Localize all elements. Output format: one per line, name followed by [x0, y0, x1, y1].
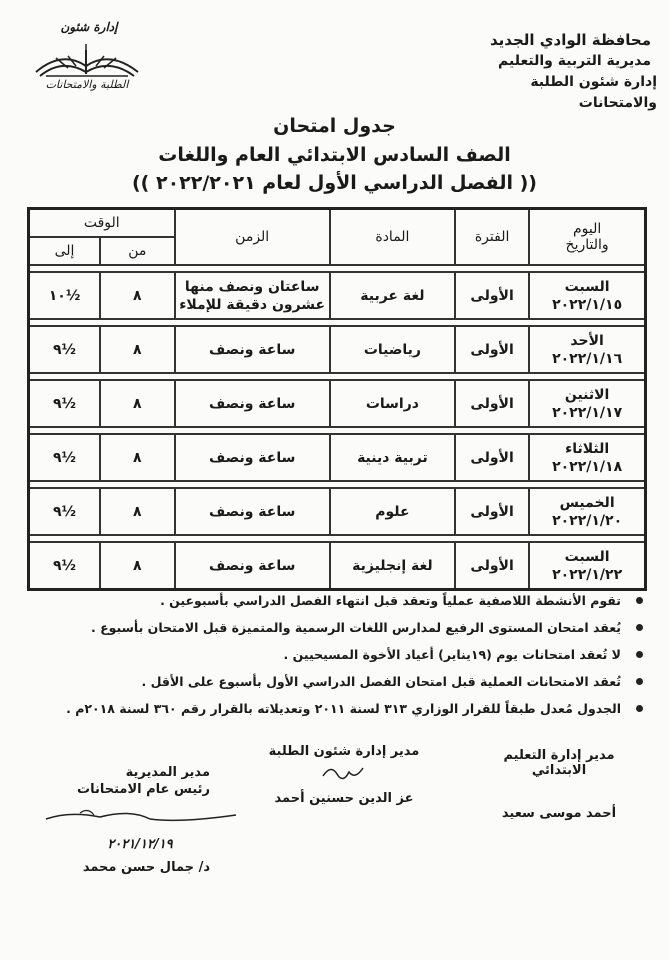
- note-item: لا تُعقد امتحانات يوم (١٩يناير) أعياد الأخوة المسيحيين .: [15, 646, 645, 663]
- bullet-icon: [636, 651, 643, 658]
- header-duration: الزمن: [175, 209, 330, 266]
- period-cell: الأولى: [455, 272, 529, 319]
- note-item: تقوم الأنشطة اللاصفية عملياً وتعقد قبل انتهاء الفصل الدراسي بأسبوعين .: [15, 592, 645, 609]
- day-date-cell: الخميس ٢٠٢٢/١/٢٠: [529, 488, 645, 535]
- logo-top-text: إدارة شئون: [60, 20, 118, 34]
- duration-cell: ساعة ونصف: [175, 326, 330, 373]
- from-cell: ٨: [100, 326, 175, 373]
- period-cell: الأولى: [455, 326, 529, 373]
- signature-student-affairs: [259, 744, 429, 806]
- header-day-date: اليوم والتاريخ: [529, 209, 645, 266]
- table-row: [29, 434, 646, 481]
- org-line-department: إدارة شئون الطلبة والامتحانات: [530, 74, 657, 111]
- subject-cell: دراسات: [330, 380, 455, 427]
- table-row: [29, 488, 646, 535]
- header-to: إلى: [29, 237, 101, 265]
- table-row: [29, 326, 646, 373]
- organization-header: [451, 30, 657, 114]
- signature-title: مدير المديرية: [125, 765, 210, 780]
- period-cell: الأولى: [455, 542, 529, 590]
- grade-title: الصف السادس الابتدائي العام واللغات: [158, 144, 511, 166]
- duration-cell: ساعة ونصف: [175, 488, 330, 535]
- note-item: الجدول مُعدل طبقاً للقرار الوزاري ٣١٣ لسنة ٢٠١١ وتعديلاته بالقرار رقم ٣٦٠ لسنة ٢٠١٨م .: [15, 700, 645, 717]
- signature-name: أحمد موسى سعيد: [501, 806, 617, 821]
- signature-name: عز الدين حسنين أحمد: [274, 791, 414, 806]
- notes-list: [15, 592, 645, 717]
- to-cell: ٩½: [29, 380, 101, 427]
- bullet-icon: [636, 624, 643, 631]
- duration-cell: ساعة ونصف: [175, 542, 330, 590]
- header-from: من: [100, 237, 175, 265]
- handwritten-signature-icon: [319, 760, 369, 784]
- notes-section: [15, 592, 645, 727]
- department-logo: [26, 20, 148, 98]
- subject-cell: لغة إنجليزية: [330, 542, 455, 590]
- subject-cell: رياضيات: [330, 326, 455, 373]
- document-title: جدول امتحان: [273, 115, 396, 137]
- day-date-cell: الثلاثاء ٢٠٢٢/١/١٨: [529, 434, 645, 481]
- from-cell: ٨: [100, 380, 175, 427]
- day-date-cell: الأحد ٢٠٢٢/١/١٦: [529, 326, 645, 373]
- to-cell: ٩½: [29, 326, 101, 373]
- exam-schedule-table: [27, 207, 647, 591]
- schedule-table-wrapper: [27, 207, 647, 583]
- org-line-directorate: مديرية التربية والتعليم: [498, 53, 651, 69]
- from-cell: ٨: [100, 488, 175, 535]
- subject-cell: علوم: [330, 488, 455, 535]
- table-row: [29, 380, 646, 427]
- table-row: [29, 272, 646, 319]
- table-row: [29, 542, 646, 590]
- from-cell: ٨: [100, 542, 175, 590]
- logo-bottom-text: الطلبة والامتحانات: [45, 78, 129, 91]
- header-time: الوقت: [29, 209, 175, 238]
- from-cell: ٨: [100, 434, 175, 481]
- from-cell: ٨: [100, 272, 175, 319]
- semester-title: (( الفصل الدراسي الأول لعام ٢٠٢٢/٢٠٢١ )): [131, 172, 537, 194]
- handwritten-signature-icon: [40, 805, 240, 829]
- period-cell: الأولى: [455, 488, 529, 535]
- day-date-cell: السبت ٢٠٢٢/١/١٥: [529, 272, 645, 319]
- subject-cell: لغة عربية: [330, 272, 455, 319]
- duration-cell: ساعتان ونصف منها عشرون دقيقة للإملاء: [175, 272, 330, 319]
- subject-cell: تربية دينية: [330, 434, 455, 481]
- header-subject: المادة: [330, 209, 455, 266]
- to-cell: ٩½: [29, 488, 101, 535]
- bullet-icon: [636, 678, 643, 685]
- signature-title-secondary: رئيس عام الامتحانات: [77, 782, 210, 797]
- note-item: تُعقد الامتحانات العملية قبل امتحان الفصل الدراسي الأول بأسبوع على الأقل .: [15, 673, 645, 690]
- duration-cell: ساعة ونصف: [175, 380, 330, 427]
- signature-directorate: [70, 765, 210, 875]
- org-line-governorate: محافظة الوادي الجديد: [489, 31, 651, 49]
- signature-primary-education: [479, 748, 639, 821]
- period-cell: الأولى: [455, 380, 529, 427]
- signature-name: د/ جمال حسن محمد: [82, 860, 210, 875]
- signature-title: مدير إدارة التعليم الابتدائي: [503, 748, 615, 778]
- day-date-cell: السبت ٢٠٢٢/١/٢٢: [529, 542, 645, 590]
- to-cell: ٩½: [29, 542, 101, 590]
- header-period: الفترة: [455, 209, 529, 266]
- note-item: يُعقد امتحان المستوى الرفيع لمدارس اللغات الرسمية والمتميزة قبل الامتحان بأسبوع .: [15, 619, 645, 636]
- period-cell: الأولى: [455, 434, 529, 481]
- to-cell: ٩½: [29, 434, 101, 481]
- day-date-cell: الاثنين ٢٠٢٢/١/١٧: [529, 380, 645, 427]
- to-cell: ١٠½: [29, 272, 101, 319]
- signature-title: مدير إدارة شئون الطلبة: [268, 744, 420, 759]
- bullet-icon: [636, 705, 643, 712]
- bullet-icon: [636, 597, 643, 604]
- signature-date: ٢٠٢١/١٢/١٩: [107, 837, 173, 852]
- duration-cell: ساعة ونصف: [175, 434, 330, 481]
